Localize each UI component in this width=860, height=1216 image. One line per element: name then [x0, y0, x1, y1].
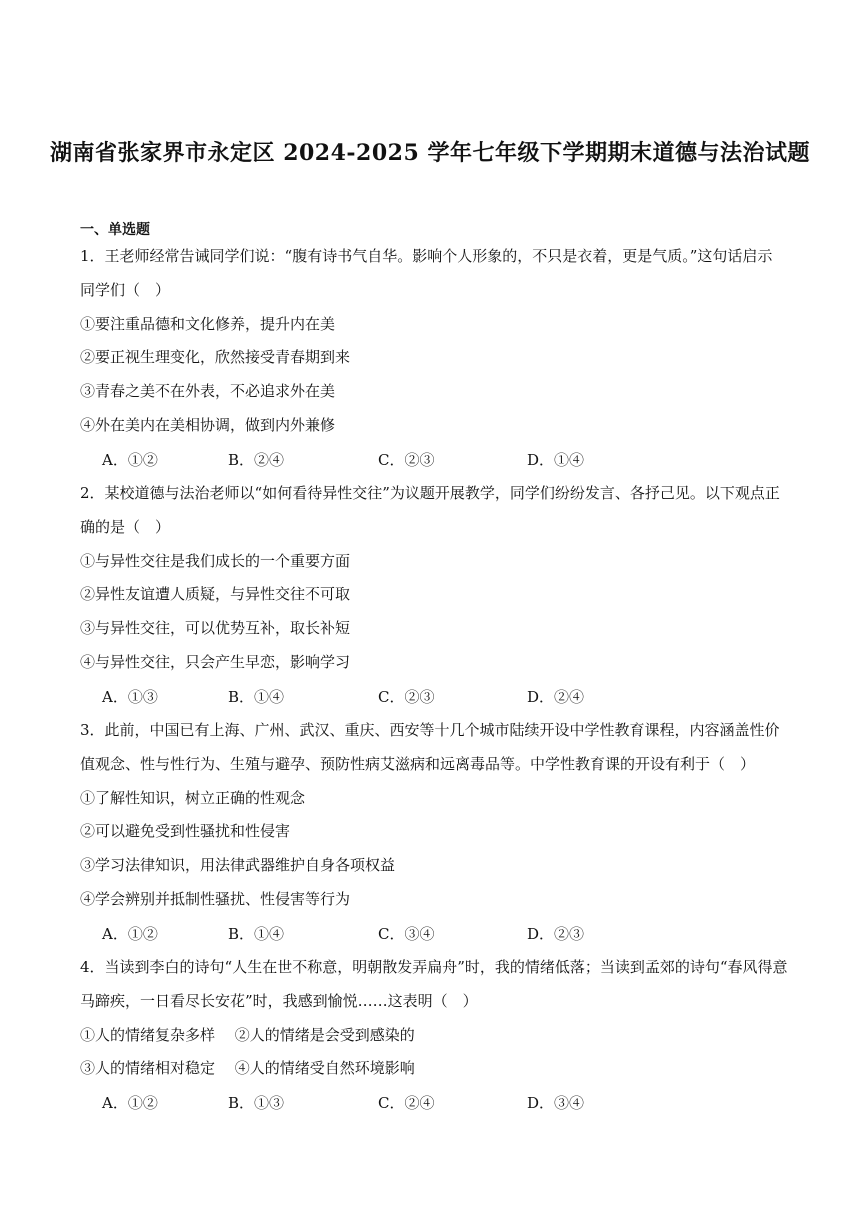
question-stem-line: 3．此前，中国已有上海、广州、武汉、重庆、西安等十几个城市陆续开设中学性教育课程，内容涵盖性价 — [80, 721, 780, 739]
statement: ①与异性交往是我们成长的一个重要方面 — [80, 552, 351, 570]
question-stem-line: 4．当读到李白的诗句“人生在世不称意，明朝散发弄扁舟”时，我的情绪低落；当读到孟郊的诗句“春风得意 — [80, 958, 788, 976]
option-c: C．③④ — [378, 925, 435, 943]
question-stem-line: 2．某校道德与法治老师以“如何看待异性交往”为议题开展教学，同学们纷纷发言、各抒己见。以下观点正 — [80, 484, 780, 502]
question-stem-line: 1．王老师经常告诫同学们说：“腹有诗书气自华。影响个人形象的，不只是衣着，更是气质。”这句话启示 — [80, 247, 773, 265]
statement: ②要正视生理变化，欣然接受青春期到来 — [80, 348, 351, 366]
statement: ④与异性交往，只会产生早恋，影响学习 — [80, 653, 351, 671]
question-stem-line: 值观念、性与性行为、生殖与避孕、预防性病艾滋病和远离毒品等。中学性教育课的开设有利于（ ） — [80, 755, 756, 773]
option-a: A．①② — [102, 451, 158, 469]
statement: ③与异性交往，可以优势互补，取长补短 — [80, 619, 351, 637]
exam-title: 湖南省张家界市永定区 2024-2025 学年七年级下学期期末道德与法治试题 — [50, 140, 810, 166]
option-c: C．②③ — [378, 688, 435, 706]
option-c: C．②④ — [378, 1094, 435, 1112]
option-b: B．①③ — [228, 1094, 285, 1112]
statement: ③青春之美不在外表，不必追求外在美 — [80, 382, 336, 400]
option-d: D．②④ — [527, 688, 585, 706]
option-d: D．①④ — [527, 451, 585, 469]
statement: ④学会辨别并抵制性骚扰、性侵害等行为 — [80, 890, 351, 908]
option-d: D．②③ — [527, 925, 585, 943]
statement: ①了解性知识，树立正确的性观念 — [80, 789, 306, 807]
option-a: A．①② — [102, 925, 158, 943]
statement: ③学习法律知识，用法律武器维护自身各项权益 — [80, 856, 396, 874]
option-b: B．②④ — [228, 451, 285, 469]
option-b: B．①④ — [228, 688, 285, 706]
question-stem-line: 同学们（ ） — [80, 281, 171, 299]
statement: ②异性友谊遭人质疑，与异性交往不可取 — [80, 585, 351, 603]
option-c: C．②③ — [378, 451, 435, 469]
section-heading: 一、单选题 — [80, 222, 150, 238]
question-stem-line: 确的是（ ） — [80, 518, 171, 536]
statement: ③人的情绪相对稳定 ④人的情绪受自然环境影响 — [80, 1059, 415, 1077]
option-b: B．①④ — [228, 925, 285, 943]
statement: ④外在美内在美相协调，做到内外兼修 — [80, 416, 336, 434]
statement: ②可以避免受到性骚扰和性侵害 — [80, 822, 291, 840]
option-d: D．③④ — [527, 1094, 585, 1112]
option-a: A．①③ — [102, 688, 158, 706]
statement: ①要注重品德和文化修养，提升内在美 — [80, 315, 336, 333]
statement: ①人的情绪复杂多样 ②人的情绪是会受到感染的 — [80, 1026, 415, 1044]
option-a: A．①② — [102, 1094, 158, 1112]
question-stem-line: 马蹄疾，一日看尽长安花”时，我感到愉悦……这表明（ ） — [80, 992, 478, 1010]
